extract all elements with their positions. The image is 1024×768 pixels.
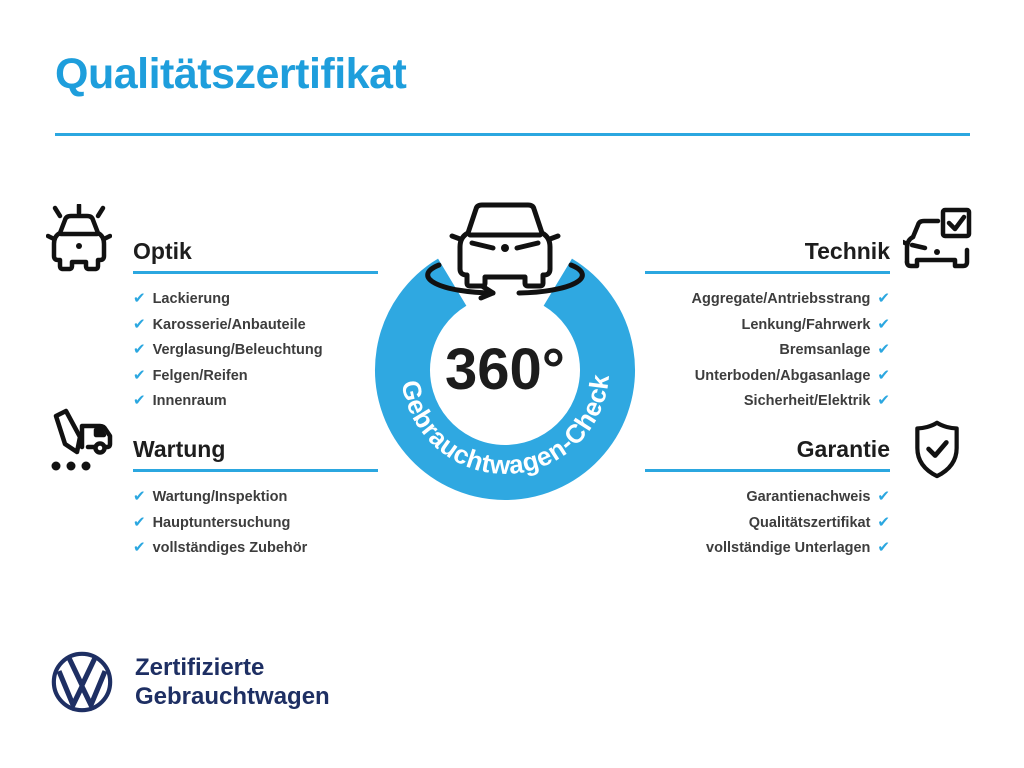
checklist-item bbox=[133, 535, 378, 561]
section-title: Optik bbox=[133, 238, 192, 264]
brand-line-2: Gebrauchtwagen bbox=[135, 683, 330, 710]
checklist-item bbox=[645, 337, 890, 363]
check-icon: ✔ bbox=[877, 512, 890, 531]
section-optik bbox=[133, 238, 378, 414]
checklist-item bbox=[645, 484, 890, 510]
checklist-item bbox=[133, 337, 378, 363]
check-icon: ✔ bbox=[133, 289, 146, 307]
checklist-item-label: Verglasung/Beleuchtung bbox=[152, 342, 323, 358]
checklist-item-label: Wartung/Inspektion bbox=[152, 489, 288, 505]
vw-logo bbox=[50, 650, 114, 714]
checklist-item-label: Qualitätszertifikat bbox=[748, 514, 871, 531]
section-garantie bbox=[645, 436, 890, 561]
section-divider bbox=[645, 469, 890, 472]
checklist-item bbox=[133, 388, 378, 414]
checklist-item bbox=[645, 535, 890, 561]
checklist-item-label: Unterboden/Abgasanlage bbox=[694, 367, 871, 384]
checklist-item-label: Bremsanlage bbox=[779, 342, 871, 358]
checklist-item-label: Innenraum bbox=[152, 393, 227, 409]
checklist-item-label: Lackierung bbox=[152, 291, 230, 307]
section-technik bbox=[645, 238, 890, 414]
car-checklist-icon bbox=[903, 206, 973, 276]
checklist-item bbox=[645, 286, 890, 312]
checklist-item bbox=[133, 510, 378, 536]
section-wartung bbox=[133, 436, 378, 561]
section-divider bbox=[133, 469, 378, 472]
check-icon: ✔ bbox=[877, 391, 890, 409]
service-record-icon bbox=[44, 406, 114, 476]
degree-label: 360° bbox=[445, 337, 565, 402]
page-title: Qualitätszertifikat bbox=[55, 50, 407, 98]
ring-label: Gebrauchtwagen-Check bbox=[395, 372, 616, 481]
checklist-item bbox=[133, 312, 378, 338]
check-icon: ✔ bbox=[133, 314, 146, 333]
checklist-item bbox=[645, 363, 890, 389]
check-icon: ✔ bbox=[877, 538, 890, 556]
section-title: Garantie bbox=[796, 436, 890, 462]
brand-line-1: Zertifizierte bbox=[135, 654, 265, 681]
checklist-item-label: Hauptuntersuchung bbox=[152, 514, 291, 531]
360-check-badge bbox=[365, 193, 645, 505]
checklist-item-label: Aggregate/Antriebsstrang bbox=[691, 291, 871, 307]
footer-brand bbox=[50, 650, 330, 714]
checklist bbox=[133, 484, 378, 561]
title-divider bbox=[55, 133, 970, 136]
check-icon: ✔ bbox=[877, 487, 890, 505]
checklist-item-label: Garantienachweis bbox=[746, 489, 871, 505]
check-icon: ✔ bbox=[133, 512, 146, 531]
checklist-item-label: vollständiges Zubehör bbox=[152, 540, 308, 556]
check-icon: ✔ bbox=[133, 391, 146, 409]
checklist-item bbox=[645, 312, 890, 338]
check-icon: ✔ bbox=[133, 340, 146, 358]
checklist-item-label: vollständige Unterlagen bbox=[706, 540, 871, 556]
check-icon: ✔ bbox=[877, 365, 890, 384]
shiny-car-icon bbox=[46, 204, 112, 274]
checklist bbox=[133, 286, 378, 414]
checklist-item bbox=[645, 510, 890, 536]
section-title: Wartung bbox=[133, 436, 226, 462]
shield-check-icon bbox=[908, 418, 966, 480]
check-icon: ✔ bbox=[877, 289, 890, 307]
check-icon: ✔ bbox=[133, 487, 146, 505]
checklist-item bbox=[133, 484, 378, 510]
section-divider bbox=[645, 271, 890, 274]
checklist-item bbox=[133, 286, 378, 312]
check-icon: ✔ bbox=[133, 538, 146, 556]
checklist-item-label: Karosserie/Anbauteile bbox=[152, 316, 306, 333]
checklist bbox=[645, 286, 890, 414]
checklist-item-label: Felgen/Reifen bbox=[152, 367, 248, 384]
check-icon: ✔ bbox=[133, 365, 146, 384]
checklist bbox=[645, 484, 890, 561]
section-title: Technik bbox=[804, 238, 890, 264]
check-icon: ✔ bbox=[877, 314, 890, 333]
checklist-item-label: Sicherheit/Elektrik bbox=[743, 393, 871, 409]
section-divider bbox=[133, 271, 378, 274]
checklist-item bbox=[133, 363, 378, 389]
checklist-item bbox=[645, 388, 890, 414]
checklist-item-label: Lenkung/Fahrwerk bbox=[741, 316, 871, 333]
check-icon: ✔ bbox=[877, 340, 890, 358]
